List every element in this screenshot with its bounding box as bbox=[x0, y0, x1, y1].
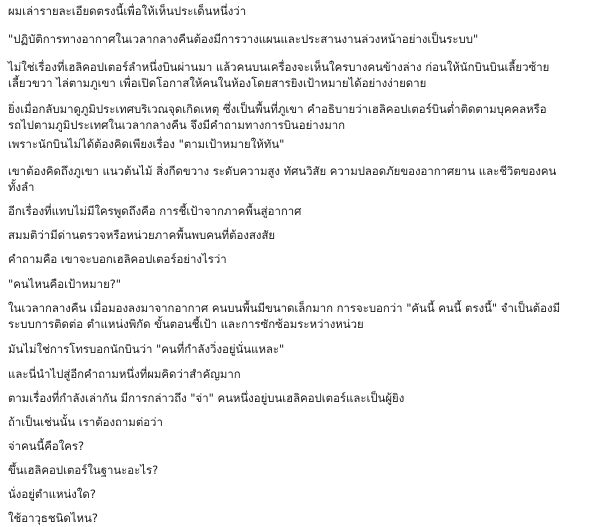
paragraph-question: คำถามคือ เขาจะบอกเฮลิคอปเตอร์อย่างไรว่า bbox=[8, 252, 227, 266]
paragraph-night-view: ในเวลากลางคืน เมื่อมองลงมาจากอากาศ คนบนพื้นมีขนาดเล็กมาก การจะบอกว่า "คันนี้ คนนี้ ตรงนี้" จำเป็นต้องมี ระบบการติดต่อ ตำแหน่งพิกัด ขั้นตอนชี้เป้า และการซักซ้อมระหว่างหน่วย bbox=[8, 301, 561, 331]
paragraph-who: จ่าคนนี้คือใคร? bbox=[8, 439, 85, 453]
paragraph-which-target: "คนไหนคือเป้าหมาย?" bbox=[8, 277, 122, 291]
paragraph-if-so: ถ้าเป็นเช่นนั้น เราต้องถามต่อว่า bbox=[8, 415, 163, 429]
paragraph-intro: ผมเล่ารายละเอียดตรงนี้เพื่อให้เห็นประเด็นหนึ่งว่า bbox=[8, 4, 247, 18]
paragraph-weapon: ใช้อาวุธชนิดไหน? bbox=[8, 511, 98, 525]
paragraph-another-question: และนี่นำไปสู่อีกคำถามหนึ่งที่ผมคิดว่าสำคัญมาก bbox=[8, 367, 241, 381]
paragraph-not-phone-call: มันไม่ใช่การโทรบอกนักบินว่า "คนที่กำลังวิ่งอยู่นั่นแหละ" bbox=[8, 342, 285, 356]
paragraph-terrain: ยิ่งเมื่อกลับมาดูภูมิประเทศบริเวณจุดเกิดเหตุ ซึ่งเป็นพื้นที่ภูเขา คำอธิบายว่าเฮลิคอปเตอร์บินต่ำติดตามบุคคลหรือ รถไปตามภูมิประเทศในเวลากลางคืน จึงมีคำถามทางการบินอย่างมาก bbox=[8, 102, 547, 132]
paragraph-considerations: เขาต้องคิดถึงภูเขา แนวต้นไม้ สิ่งกีดขวาง ระดับความสูง ทัศนวิสัย ความปลอดภัยของอากาศยาน และชีวิตของคน ทั้งลำ bbox=[8, 164, 557, 194]
paragraph-sergeant: ตามเรื่องที่กำลังเล่ากัน มีการกล่าวถึง "จ่า" คนหนึ่งอยู่บนเฮลิคอปเตอร์และเป็นผู้ยิง bbox=[8, 391, 405, 405]
paragraph-quote-planning: "ปฏิบัติการทางอากาศในเวลากลางคืนต้องมีการวางแผนและประสานงานล่วงหน้าอย่างเป็นระบบ" bbox=[8, 32, 479, 46]
paragraph-role: ขึ้นเฮลิคอปเตอร์ในฐานะอะไร? bbox=[8, 463, 159, 477]
paragraph-not-random: ไม่ใช่เรื่องที่เฮลิคอปเตอร์ลำหนึ่งบินผ่านมา แล้วคนบนเครื่องจะเห็นใครบางคนข้างล่าง ก่อนให้นักบินบินเลี้ยวซ้าย เลี้ยวขวา ไล่ตามภูเขา เพื่อเปิดโอกาสให้คนในห้องโดยสารยิงเป้าหมายได้อย่างง่ายดาย bbox=[8, 60, 550, 90]
paragraph-position: นั่งอยู่ตำแหน่งใด? bbox=[8, 487, 96, 501]
paragraph-pilot: เพราะนักบินไม่ได้ต้องคิดเพียงเรื่อง "ตามเป้าหมายให้ทัน" bbox=[8, 137, 285, 151]
paragraph-ground-to-air: อีกเรื่องที่แทบไม่มีใครพูดถึงคือ การชี้เป้าจากภาคพื้นสู่อากาศ bbox=[8, 204, 302, 218]
paragraph-checkpoint: สมมติว่ามีด่านตรวจหรือหน่วยภาคพื้นพบคนที่ต้องสงสัย bbox=[8, 228, 276, 242]
